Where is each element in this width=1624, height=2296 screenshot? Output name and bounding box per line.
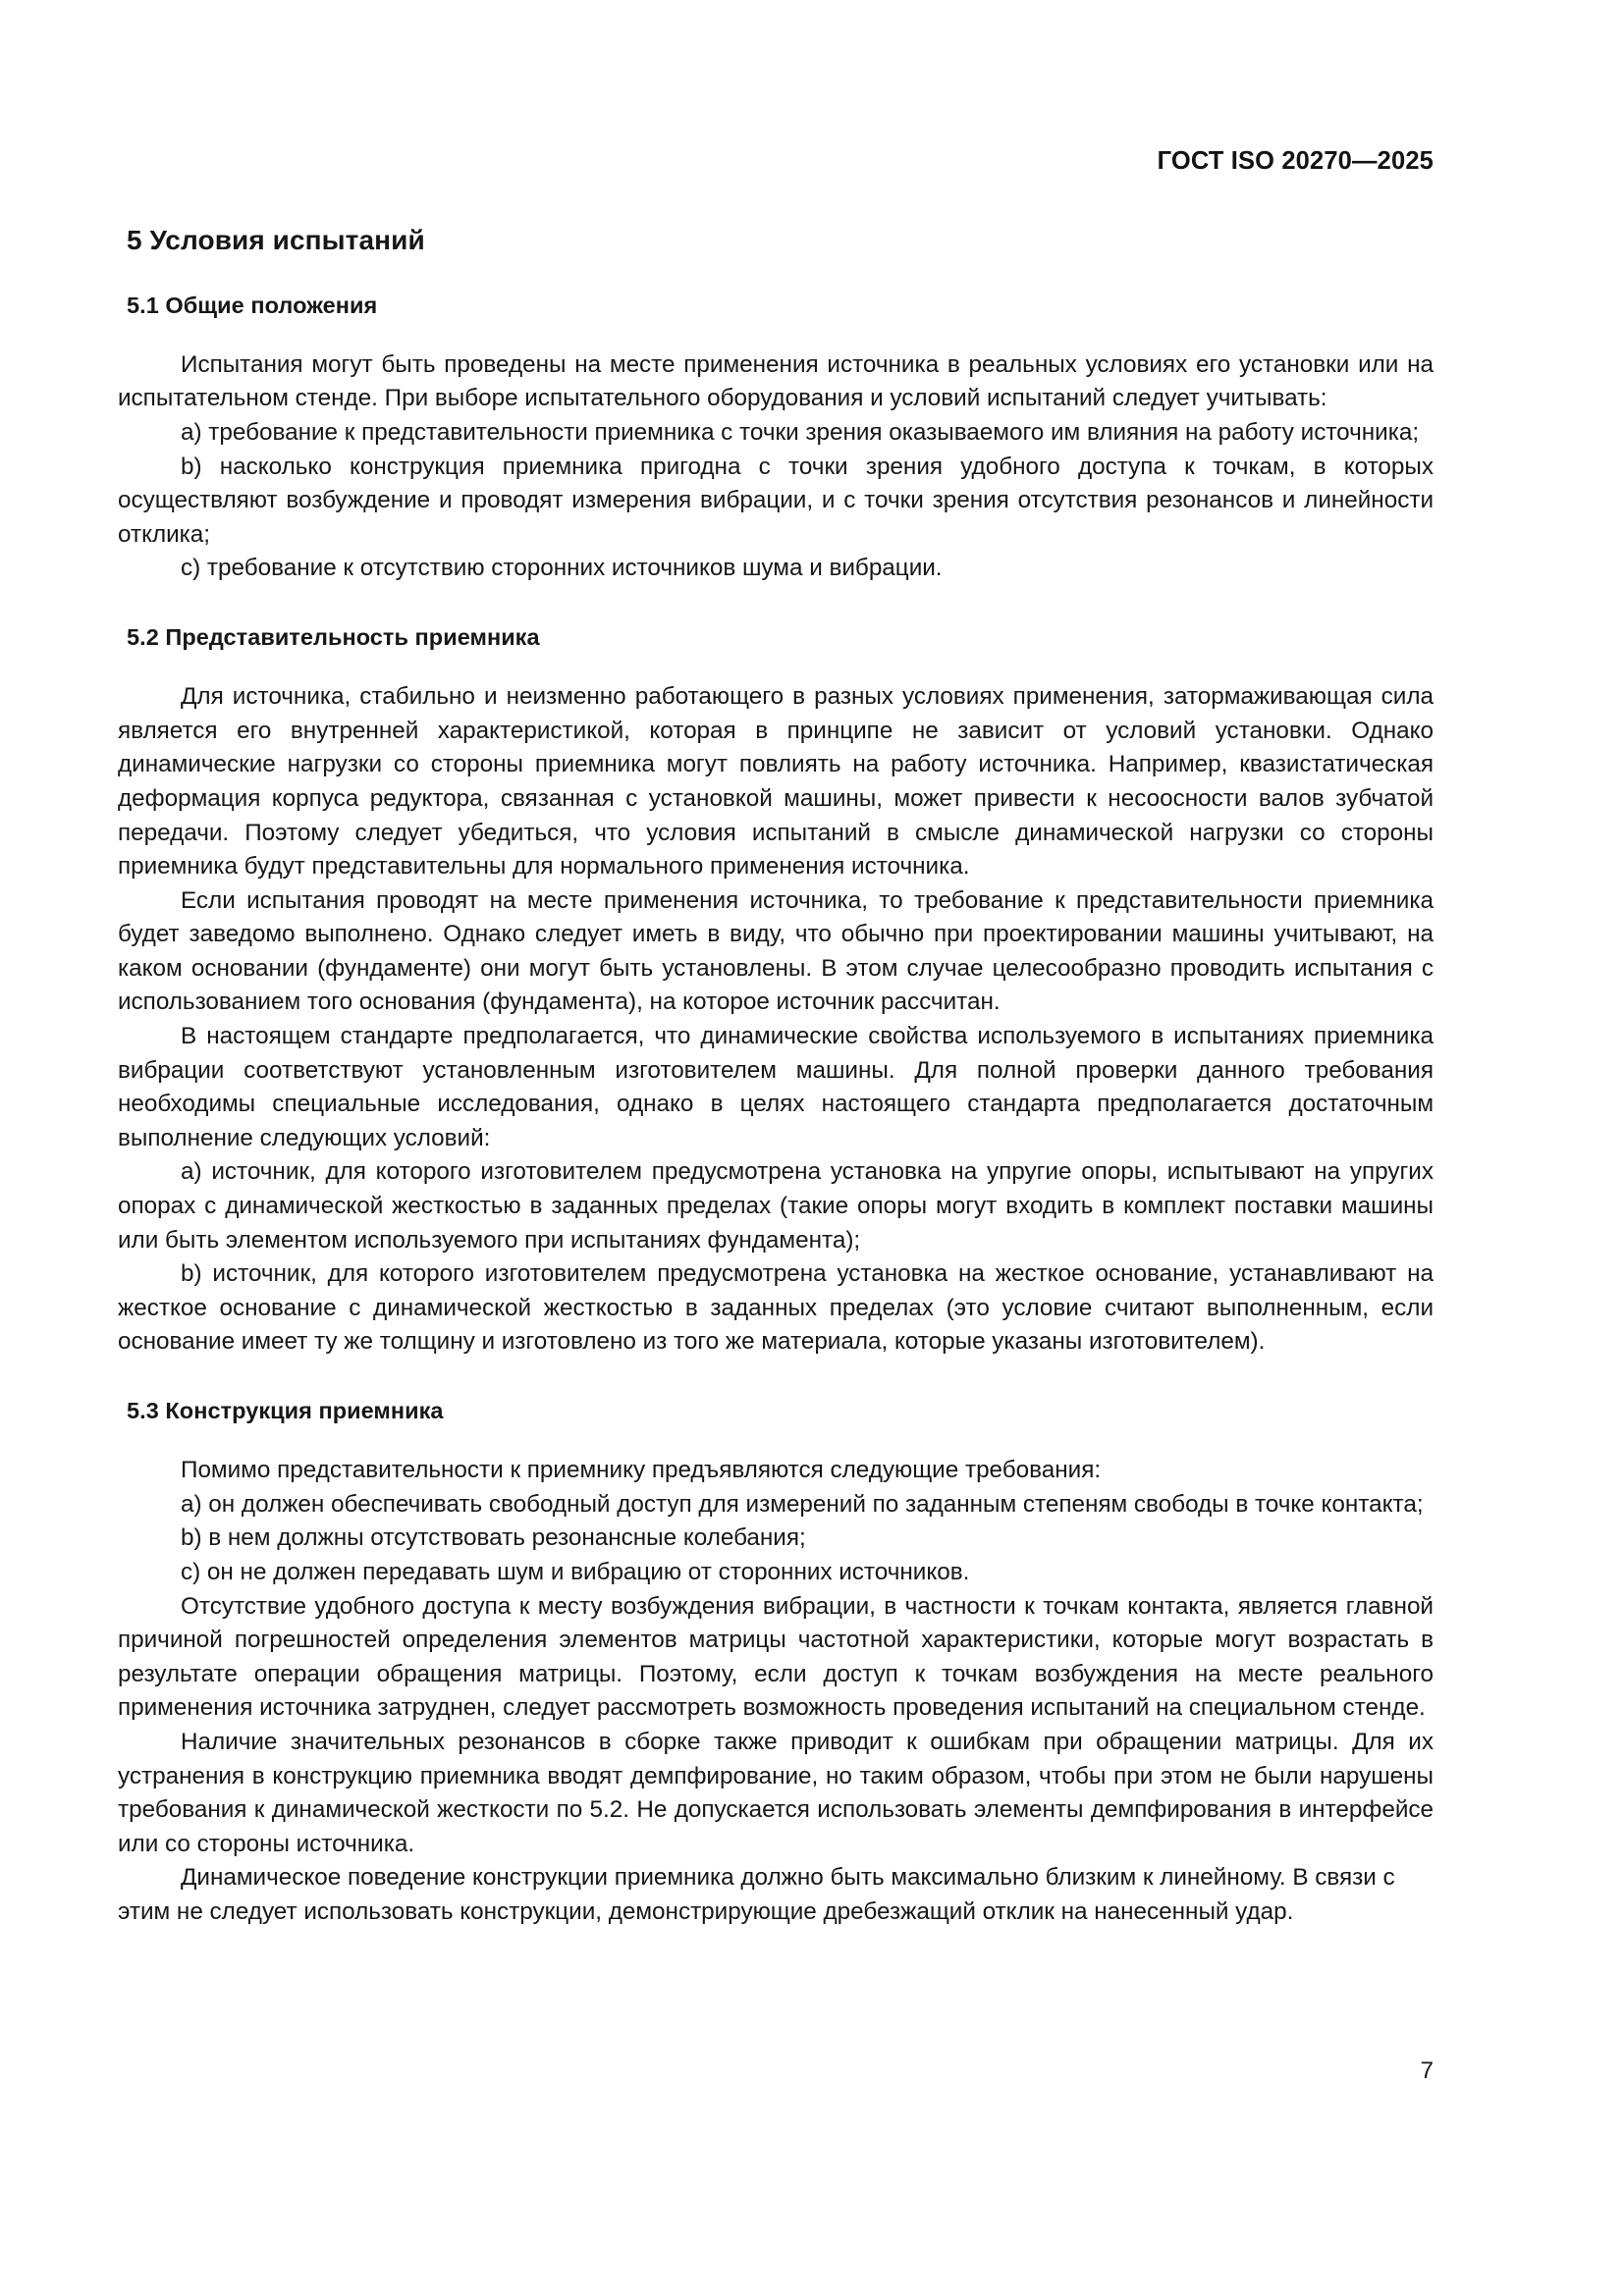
paragraph-5-2-1: Для источника, стабильно и неизменно работающего в разных условиях применения, затормаживающая сила является его внутренней характеристикой, которая в принципе не зависит от условий установки. Однако динамические нагрузки со стороны приемника могут повлиять на работу источника. Например, квазистатическая деформация корпуса редуктора, связанная с установкой машины, может привести к несоосности валов зубчатой передачи. Поэтому следует убедиться, что условия испытаний в смысле динамической нагрузки со стороны приемника будут представительны для нормального применения источника.: [118, 683, 1434, 881]
spacer: [118, 1360, 1434, 1397]
list-item-5-2-a: a) источник, для которого изготовителем предусмотрена установка на упругие опоры, испытывают на упругих опорах с динамической жесткостью в заданных пределах (такие опоры могут входить в комплект поставки машины или быть элементом используемого при испытаниях фундамента);: [118, 1158, 1434, 1254]
paragraph-5-1-intro: Испытания могут быть проведены на месте применения источника в реальных условиях его установки или на испытательном стенде. При выборе испытательного оборудования и условий испытаний следует учитывать:: [118, 350, 1434, 412]
list-item-5-1-b: b) насколько конструкция приемника пригодна с точки зрения удобного доступа к точкам, в которых осуществляют возбуждение и проводят измерения вибрации, и с точки зрения отсутствия резонансов и линейности отклика;: [118, 453, 1434, 548]
page-content: [118, 224, 1434, 1930]
list-item-5-2-b: b) источник, для которого изготовителем предусмотрена установка на жесткое основание, устанавливают на жесткое основание с динамической жесткостью в заданных пределах (это условие считают выполненным, если основание имеет ту же толщину и изготовлено из того же материала, которые указаны изготовителем).: [118, 1260, 1434, 1356]
section-heading-5-2: 5.2 Представительность приемника: [127, 623, 540, 650]
spacer: [118, 651, 1434, 680]
paragraph-5-3-2: Отсутствие удобного доступа к месту возбуждения вибрации, в частности к точкам контакта, является главной причиной погрешностей определения элементов матрицы частотной характеристики, которые могут возрастать в результате операции обращения матрицы. Поэтому, если доступ к точкам возбуждения на месте реального применения источника затруднен, следует рассмотреть возможность проведения испытаний на специальном стенде.: [118, 1592, 1434, 1722]
spacer: [118, 586, 1434, 623]
section-heading-5-1: 5.1 Общие положения: [127, 292, 378, 318]
list-item-5-3-a: a) он должен обеспечивать свободный доступ для измерений по заданным степеням свободы в точке контакта;: [181, 1490, 1424, 1518]
paragraph-5-2-2: Если испытания проводят на месте применения источника, то требование к представительности приемника будет заведомо выполнено. Однако следует иметь в виду, что обычно при проектировании машины учитывают, на каком основании (фундаменте) они могут быть установлены. В этом случае целесообразно проводить испытания с использованием того основания (фундамента), на которое источник рассчитан.: [118, 886, 1434, 1016]
spacer: [118, 319, 1434, 348]
list-item-5-1-a: a) требование к представительности приемника с точки зрения оказываемого им влияния на работу источника;: [181, 418, 1420, 446]
page-number: 7: [1420, 2057, 1434, 2084]
running-header: ГОСТ ISO 20270—2025: [1157, 147, 1434, 175]
spacer: [118, 257, 1434, 292]
section-heading-5-3: 5.3 Конструкция приемника: [127, 1398, 444, 1423]
spacer: [118, 1424, 1434, 1454]
paragraph-5-3-4: Динамическое поведение конструкции приемника должно быть максимально близким к линейному. В связи с этим не следует использовать конструкции, демонстрирующие дребезжащий отклик на нанесенный удар.: [118, 1864, 1395, 1925]
list-item-5-1-c: c) требование к отсутствию сторонних источников шума и вибрации.: [181, 555, 943, 582]
clause-heading-5: 5 Условия испытаний: [127, 225, 425, 255]
paragraph-5-2-3: В настоящем стандарте предполагается, что динамические свойства используемого в испытаниях приемника вибрации соответствуют установленным изготовителем машины. Для полной проверки данного требования необходимы специальные исследования, однако в целях настоящего стандарта предполагается достаточным выполнение следующих условий:: [118, 1023, 1434, 1151]
list-item-5-3-b: b) в нем должны отсутствовать резонансные колебания;: [181, 1524, 806, 1552]
list-item-5-3-c: c) он не должен передавать шум и вибрацию от сторонних источников.: [181, 1558, 970, 1585]
paragraph-5-3-3: Наличие значительных резонансов в сборке также приводит к ошибкам при обращении матрицы. Для их устранения в конструкцию приемника вводят демпфирование, но таким образом, чтобы при этом не были нарушены требования к динамической жесткости по 5.2. Не допускается использовать элементы демпфирования в интерфейсе или со стороны источника.: [118, 1728, 1434, 1857]
paragraph-5-3-intro: Помимо представительности к приемнику предъявляются следующие требования:: [181, 1457, 1102, 1484]
